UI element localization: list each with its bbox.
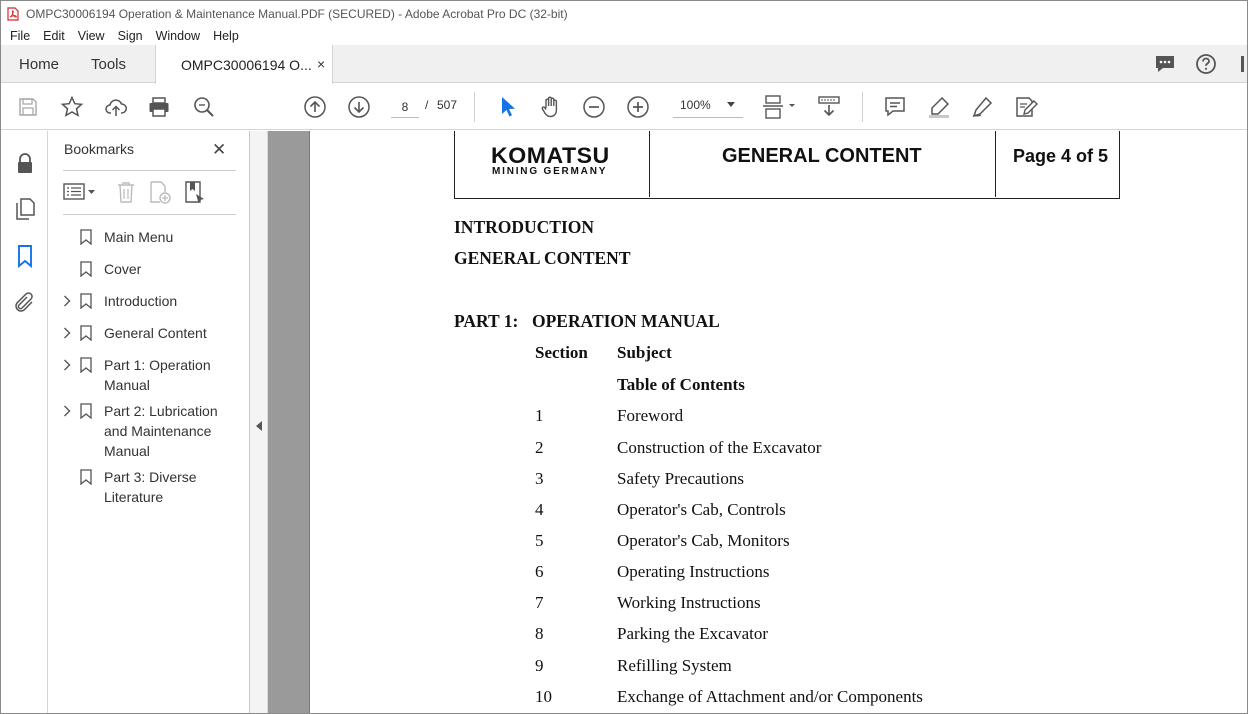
search-icon[interactable] bbox=[191, 94, 217, 120]
chevron-right-icon[interactable] bbox=[63, 294, 71, 308]
divider bbox=[63, 214, 236, 215]
document-gutter bbox=[268, 131, 309, 714]
zoom-in-icon[interactable] bbox=[625, 94, 651, 120]
section-number: 9 bbox=[535, 656, 544, 675]
komatsu-logo: KOMATSU bbox=[491, 143, 610, 168]
column-header-section: Section bbox=[535, 343, 588, 362]
draw-pen-icon[interactable] bbox=[969, 94, 995, 120]
zoom-value: 100% bbox=[680, 98, 711, 112]
chevron-right-icon[interactable] bbox=[63, 404, 71, 418]
new-bookmark-icon[interactable] bbox=[148, 180, 172, 209]
highlight-icon[interactable] bbox=[926, 94, 952, 120]
bookmark-label: Main Menu bbox=[104, 229, 174, 245]
bookmarks-toolbar bbox=[63, 179, 243, 205]
bookmarks-title: Bookmarks bbox=[64, 141, 135, 157]
tab-home[interactable]: Home bbox=[19, 56, 60, 73]
bookmark-label: Introduction bbox=[104, 293, 178, 309]
section-number: 6 bbox=[535, 562, 544, 581]
cloud-upload-icon[interactable] bbox=[103, 94, 129, 120]
section-number: 10 bbox=[535, 687, 552, 706]
bookmark-label: Part 2: Lubrication and Maintenance Manual bbox=[104, 403, 218, 459]
section-subject: Exchange of Attachment and/or Components bbox=[617, 687, 923, 706]
menu-bar bbox=[1, 27, 1247, 45]
table-of-contents-heading: Table of Contents bbox=[617, 375, 745, 394]
comment-icon[interactable] bbox=[882, 94, 908, 120]
zoom-out-icon[interactable] bbox=[581, 94, 607, 120]
part-title: OPERATION MANUAL bbox=[532, 311, 720, 331]
hand-tool-icon[interactable] bbox=[538, 94, 564, 120]
page-thumbnails-icon[interactable] bbox=[13, 197, 37, 221]
section-subject: Foreword bbox=[617, 406, 684, 425]
bookmarks-panel bbox=[49, 131, 250, 714]
toolbar-divider bbox=[474, 92, 475, 122]
section-subject: Refilling System bbox=[617, 656, 732, 675]
komatsu-logo-subtitle: MINING GERMANY bbox=[492, 166, 608, 177]
header-title-cell bbox=[650, 131, 996, 197]
section-subject: Parking the Excavator bbox=[617, 624, 769, 643]
section-subject: Operating Instructions bbox=[617, 562, 770, 581]
lock-icon[interactable] bbox=[13, 151, 37, 175]
header-page-number: Page 4 of 5 bbox=[1013, 146, 1109, 166]
zoom-select[interactable] bbox=[673, 94, 743, 118]
page-number-input[interactable] bbox=[391, 94, 419, 118]
tab-tools[interactable]: Tools bbox=[91, 56, 127, 73]
bookmark-properties-icon[interactable] bbox=[183, 180, 207, 209]
toolbar-divider bbox=[862, 92, 863, 122]
window-title: OMPC30006194 Operation & Maintenance Manual.PDF (SECURED) - Adobe Acrobat Pro DC (32-bit) bbox=[26, 7, 568, 21]
section-number: 3 bbox=[535, 469, 544, 488]
bookmark-label: Part 1: Operation Manual bbox=[104, 357, 211, 393]
comment-bubble-icon[interactable] bbox=[1154, 53, 1176, 80]
options-menu-icon[interactable] bbox=[63, 181, 99, 208]
tab-close-button[interactable]: × bbox=[317, 56, 326, 72]
heading-general-content: GENERAL CONTENT bbox=[454, 248, 631, 268]
next-page-icon[interactable] bbox=[346, 94, 372, 120]
fill-sign-icon[interactable] bbox=[1013, 94, 1039, 120]
menu-edit[interactable]: Edit bbox=[43, 29, 65, 43]
section-subject: Operator's Cab, Monitors bbox=[617, 531, 790, 550]
section-number: 1 bbox=[535, 406, 544, 425]
section-number: 7 bbox=[535, 593, 544, 612]
section-number: 5 bbox=[535, 531, 544, 550]
menu-view[interactable]: View bbox=[77, 29, 105, 43]
bookmark-flag-icon bbox=[80, 469, 92, 485]
chevron-down-icon bbox=[727, 102, 735, 107]
menu-file[interactable]: File bbox=[10, 29, 31, 43]
paperclip-icon[interactable] bbox=[13, 291, 37, 315]
section-number: 2 bbox=[535, 438, 544, 457]
header-logo-cell bbox=[455, 131, 650, 197]
scroll-mode-icon[interactable] bbox=[816, 94, 842, 120]
title-bar bbox=[1, 1, 1247, 27]
panel-collapse-handle[interactable] bbox=[250, 131, 268, 714]
main-toolbar bbox=[1, 84, 1247, 130]
section-subject: Safety Precautions bbox=[617, 469, 744, 488]
tab-document[interactable] bbox=[155, 45, 333, 84]
section-subject: Construction of the Excavator bbox=[617, 438, 822, 457]
bookmark-icon[interactable] bbox=[13, 244, 37, 268]
section-number: 8 bbox=[535, 624, 544, 643]
bookmark-flag-icon bbox=[80, 403, 92, 419]
menu-sign[interactable]: Sign bbox=[117, 29, 143, 43]
star-icon[interactable] bbox=[59, 94, 85, 120]
bookmark-flag-icon bbox=[80, 293, 92, 309]
section-subject: Working Instructions bbox=[617, 593, 761, 612]
search-icon[interactable] bbox=[1237, 94, 1248, 120]
bookmark-flag-icon bbox=[80, 261, 92, 277]
section-subject: Operator's Cab, Controls bbox=[617, 500, 786, 519]
save-icon[interactable] bbox=[15, 94, 41, 120]
page-display-icon[interactable] bbox=[761, 94, 799, 120]
page-separator: / bbox=[425, 98, 429, 112]
bookmark-label: Cover bbox=[104, 261, 142, 277]
delete-bookmark-icon[interactable] bbox=[115, 180, 137, 209]
tab-bar bbox=[1, 45, 1247, 83]
column-header-subject: Subject bbox=[617, 343, 672, 362]
pdf-app-icon bbox=[7, 7, 19, 21]
bookmark-label: General Content bbox=[104, 325, 207, 341]
bookmarks-close-button[interactable]: ✕ bbox=[212, 140, 227, 159]
help-icon[interactable] bbox=[1195, 53, 1217, 80]
navigation-rail bbox=[1, 131, 48, 714]
tab-document-label: OMPC30006194 O... bbox=[181, 57, 312, 73]
header-title: GENERAL CONTENT bbox=[722, 145, 922, 167]
select-cursor-icon[interactable] bbox=[494, 94, 520, 120]
document-page bbox=[309, 131, 1247, 714]
bookmark-flag-icon bbox=[80, 229, 92, 245]
menu-window[interactable]: Window bbox=[155, 29, 201, 43]
heading-introduction: INTRODUCTION bbox=[454, 217, 595, 237]
previous-page-icon[interactable] bbox=[302, 94, 328, 120]
chevron-right-icon[interactable] bbox=[63, 326, 71, 340]
menu-help[interactable]: Help bbox=[213, 29, 239, 43]
print-icon[interactable] bbox=[146, 94, 172, 120]
bookmark-flag-icon bbox=[80, 357, 92, 373]
divider bbox=[63, 170, 236, 171]
page-total: 507 bbox=[437, 98, 458, 112]
part-label: PART 1: bbox=[454, 311, 519, 331]
page-header-table bbox=[454, 131, 1120, 199]
bookmark-label: Part 3: Diverse Literature bbox=[104, 469, 197, 505]
chevron-left-icon[interactable] bbox=[256, 421, 262, 431]
chevron-right-icon[interactable] bbox=[63, 358, 71, 372]
bookmark-flag-icon bbox=[80, 325, 92, 341]
section-number: 4 bbox=[535, 500, 544, 519]
more-icon[interactable] bbox=[1239, 53, 1247, 80]
